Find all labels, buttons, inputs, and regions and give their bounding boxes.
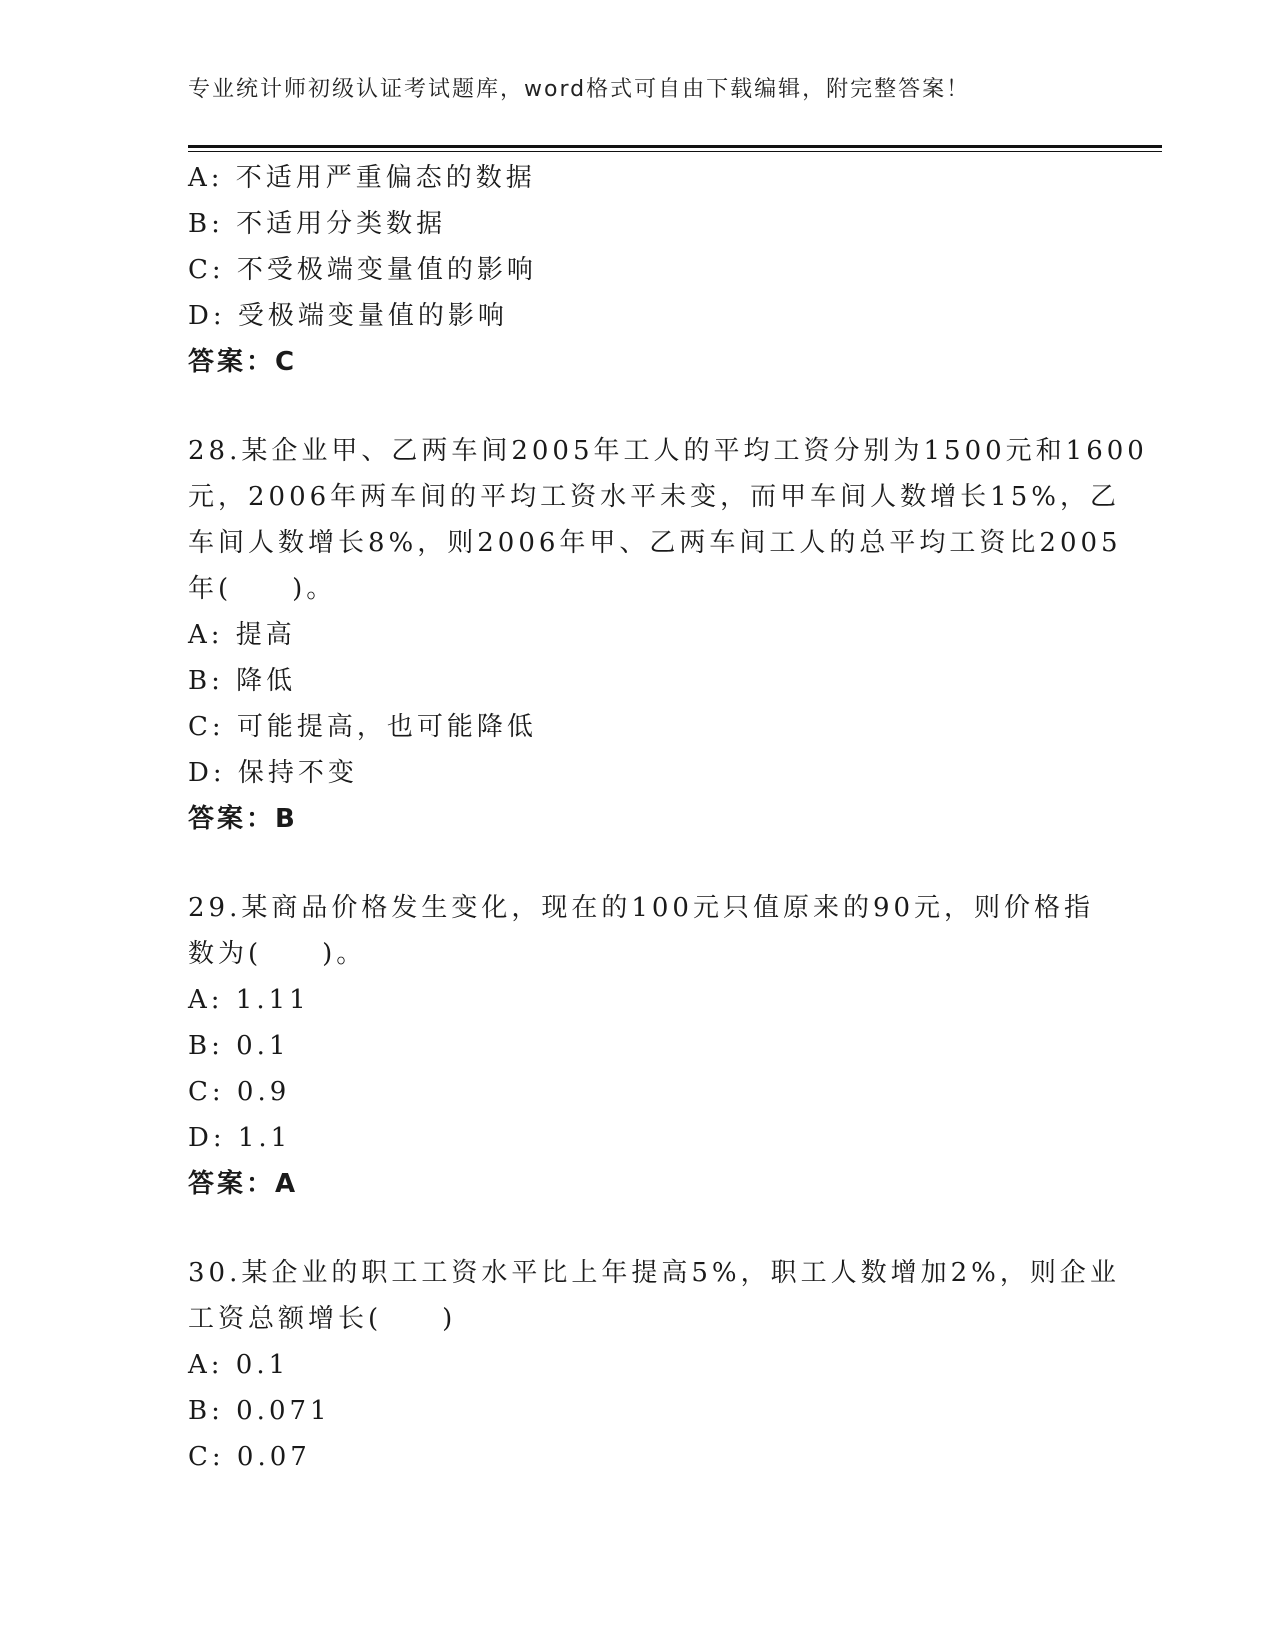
option-c: C: 不受极端变量值的影响 [188,255,537,285]
option-d: D: 受极端变量值的影响 [188,301,508,331]
question-28-block [188,428,1148,842]
question-stem-line: 29.某商品价格发生变化，现在的100元只值原来的90元，则价格指 [188,893,1095,923]
question-27-block [188,155,1088,385]
option-c: C: 可能提高，也可能降低 [188,712,537,742]
option-a: A: 提高 [188,620,296,650]
option-c: C: 0.07 [188,1442,311,1472]
question-content [188,155,1148,1480]
option-b: B: 降低 [188,666,297,696]
option-b: B: 0.1 [188,1031,290,1061]
answer-label: 答案：B [188,804,298,834]
question-stem-line: 30.某企业的职工工资水平比上年提高5%，职工人数增加2%，则企业 [188,1258,1120,1288]
answer-label: 答案：A [188,1169,299,1199]
question-stem-line: 元，2006年两车间的平均工资水平未变，而甲车间人数增长15%，乙 [188,482,1120,512]
question-stem-line: 28.某企业甲、乙两车间2005年工人的平均工资分别为1500元和1600 [188,436,1148,466]
option-a: A: 1.11 [188,985,310,1015]
option-a: A: 0.1 [188,1350,290,1380]
header-rule-thick [188,145,1162,148]
answer-label: 答案：C [188,347,298,377]
option-a: A: 不适用严重偏态的数据 [188,163,536,193]
header-rule-thin [188,151,1162,152]
page-header: 专业统计师初级认证考试题库，word格式可自由下载编辑，附完整答案！ [188,77,971,102]
option-d: D: 保持不变 [188,758,358,788]
option-b: B: 不适用分类数据 [188,209,447,239]
question-stem-line: 车间人数增长8%，则2006年甲、乙两车间工人的总平均工资比2005 [188,528,1122,558]
question-stem-line: 工资总额增长( ) [188,1304,457,1334]
option-d: D: 1.1 [188,1123,292,1153]
question-29-block [188,885,1095,1207]
option-b: B: 0.071 [188,1396,331,1426]
question-stem-line: 数为( )。 [188,939,367,969]
question-30-block [188,1250,1120,1480]
option-c: C: 0.9 [188,1077,291,1107]
question-stem-line: 年( )。 [188,574,337,604]
